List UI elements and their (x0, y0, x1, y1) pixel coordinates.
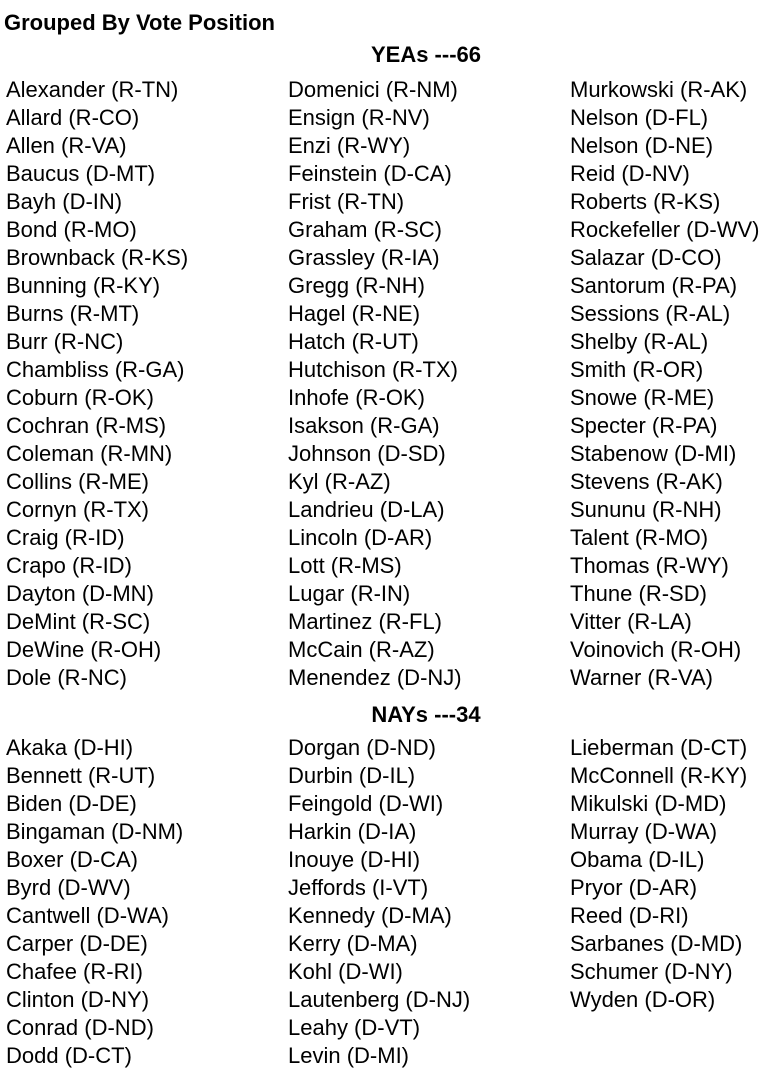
senator-entry: Akaka (D-HI) (6, 735, 134, 760)
senator-entry: Burns (R-MT) (6, 301, 140, 326)
senator-entry: Leahy (D-VT) (288, 1015, 421, 1040)
nays-column-1 (6, 734, 183, 1070)
senator-entry: Clinton (D-NY) (6, 987, 150, 1012)
senator-entry: Thune (R-SD) (570, 581, 707, 606)
senator-entry: Landrieu (D-LA) (288, 497, 445, 522)
senator-entry: Frist (R-TN) (288, 189, 405, 214)
senator-entry: Jeffords (I-VT) (288, 875, 429, 900)
senator-entry: Lott (R-MS) (288, 553, 402, 578)
yeas-column-2 (288, 76, 462, 692)
senator-entry: Stabenow (D-MI) (570, 441, 737, 466)
page-title: Grouped By Vote Position (4, 10, 275, 35)
senator-entry: Chambliss (R-GA) (6, 357, 185, 382)
senator-entry: Bond (R-MO) (6, 217, 137, 242)
senator-entry: Lieberman (D-CT) (570, 735, 748, 760)
senator-entry: Kohl (D-WI) (288, 959, 403, 984)
senator-entry: Kennedy (D-MA) (288, 903, 452, 928)
senator-entry: Hagel (R-NE) (288, 301, 421, 326)
senator-entry: McCain (R-AZ) (288, 637, 435, 662)
senator-entry: Menendez (D-NJ) (288, 665, 462, 690)
senator-entry: DeMint (R-SC) (6, 609, 151, 634)
yeas-column-1 (6, 76, 188, 692)
senator-entry: Talent (R-MO) (570, 525, 709, 550)
senator-entry: Pryor (D-AR) (570, 875, 698, 900)
senator-entry: Inouye (D-HI) (288, 847, 421, 872)
senator-entry: Coleman (R-MN) (6, 441, 173, 466)
senator-entry: Dole (R-NC) (6, 665, 127, 690)
senator-entry: Feinstein (D-CA) (288, 161, 452, 186)
senator-entry: Biden (D-DE) (6, 791, 137, 816)
senator-entry: Nelson (D-FL) (570, 105, 709, 130)
senator-entry: Roberts (R-KS) (570, 189, 721, 214)
senator-entry: Isakson (R-GA) (288, 413, 440, 438)
senator-entry: Boxer (D-CA) (6, 847, 139, 872)
senator-entry: Crapo (R-ID) (6, 553, 132, 578)
senator-entry: Ensign (R-NV) (288, 105, 430, 130)
senator-entry: Kyl (R-AZ) (288, 469, 391, 494)
senator-entry: Specter (R-PA) (570, 413, 718, 438)
senator-entry: Smith (R-OR) (570, 357, 704, 382)
senator-entry: Reed (D-RI) (570, 903, 689, 928)
senator-entry: Brownback (R-KS) (6, 245, 189, 270)
senator-entry: Allen (R-VA) (6, 133, 127, 158)
senator-entry: Hatch (R-UT) (288, 329, 419, 354)
senator-entry: Durbin (D-IL) (288, 763, 416, 788)
senator-entry: DeWine (R-OH) (6, 637, 162, 662)
nays-heading: NAYs ---34 (371, 702, 481, 727)
senator-entry: Allard (R-CO) (6, 105, 140, 130)
senator-entry: Johnson (D-SD) (288, 441, 446, 466)
senator-entry: Sessions (R-AL) (570, 301, 731, 326)
senator-entry: Rockefeller (D-WV) (570, 217, 760, 242)
senator-entry: Collins (R-ME) (6, 469, 149, 494)
senator-entry: Thomas (R-WY) (570, 553, 729, 578)
senator-entry: Shelby (R-AL) (570, 329, 709, 354)
senator-entry: Lincoln (D-AR) (288, 525, 433, 550)
senator-entry: Warner (R-VA) (570, 665, 713, 690)
senator-entry: Domenici (R-NM) (288, 77, 458, 102)
senator-entry: Bennett (R-UT) (6, 763, 156, 788)
senator-entry: Levin (D-MI) (288, 1043, 410, 1068)
senator-entry: Kerry (D-MA) (288, 931, 418, 956)
senator-entry: Cochran (R-MS) (6, 413, 167, 438)
senator-entry: Lugar (R-IN) (288, 581, 411, 606)
senator-entry: Alexander (R-TN) (6, 77, 179, 102)
senator-entry: Bayh (D-IN) (6, 189, 123, 214)
senator-entry: Martinez (R-FL) (288, 609, 443, 634)
senator-entry: Dorgan (D-ND) (288, 735, 436, 760)
senator-entry: Snowe (R-ME) (570, 385, 715, 410)
senator-entry: Sununu (R-NH) (570, 497, 722, 522)
senator-entry: Santorum (R-PA) (570, 273, 738, 298)
senator-entry: Gregg (R-NH) (288, 273, 425, 298)
senator-entry: Sarbanes (D-MD) (570, 931, 743, 956)
senator-entry: Chafee (R-RI) (6, 959, 143, 984)
senator-entry: Grassley (R-IA) (288, 245, 440, 270)
senator-entry: Cantwell (D-WA) (6, 903, 169, 928)
senator-entry: Feingold (D-WI) (288, 791, 444, 816)
senator-entry: Bingaman (D-NM) (6, 819, 184, 844)
senator-entry: Graham (R-SC) (288, 217, 443, 242)
senator-entry: Byrd (D-WV) (6, 875, 131, 900)
senator-entry: Nelson (D-NE) (570, 133, 714, 158)
senator-entry: Wyden (D-OR) (570, 987, 716, 1012)
senator-entry: Reid (D-NV) (570, 161, 690, 186)
yeas-heading: YEAs ---66 (370, 42, 482, 67)
senator-entry: Conrad (D-ND) (6, 1015, 154, 1040)
senator-entry: Schumer (D-NY) (570, 959, 733, 984)
nays-column-3 (570, 734, 747, 1014)
senator-entry: Stevens (R-AK) (570, 469, 723, 494)
senator-entry: Dodd (D-CT) (6, 1043, 132, 1068)
nays-column-2 (288, 734, 470, 1070)
senator-entry: Hutchison (R-TX) (288, 357, 458, 382)
senator-entry: McConnell (R-KY) (570, 763, 748, 788)
senator-entry: Baucus (D-MT) (6, 161, 156, 186)
senator-entry: Bunning (R-KY) (6, 273, 161, 298)
senator-entry: Dayton (D-MN) (6, 581, 154, 606)
senator-entry: Cornyn (R-TX) (6, 497, 150, 522)
senator-entry: Carper (D-DE) (6, 931, 148, 956)
senator-entry: Obama (D-IL) (570, 847, 705, 872)
senator-entry: Inhofe (R-OK) (288, 385, 425, 410)
senator-entry: Murray (D-WA) (570, 819, 718, 844)
senator-entry: Craig (R-ID) (6, 525, 125, 550)
yeas-column-3 (570, 76, 759, 692)
senator-entry: Coburn (R-OK) (6, 385, 154, 410)
senator-entry: Voinovich (R-OH) (570, 637, 742, 662)
senator-entry: Enzi (R-WY) (288, 133, 411, 158)
senator-entry: Salazar (D-CO) (570, 245, 722, 270)
senator-entry: Murkowski (R-AK) (570, 77, 748, 102)
senator-entry: Mikulski (D-MD) (570, 791, 727, 816)
senator-entry: Burr (R-NC) (6, 329, 124, 354)
senator-entry: Lautenberg (D-NJ) (288, 987, 471, 1012)
senator-entry: Vitter (R-LA) (570, 609, 692, 634)
senator-entry: Harkin (D-IA) (288, 819, 417, 844)
